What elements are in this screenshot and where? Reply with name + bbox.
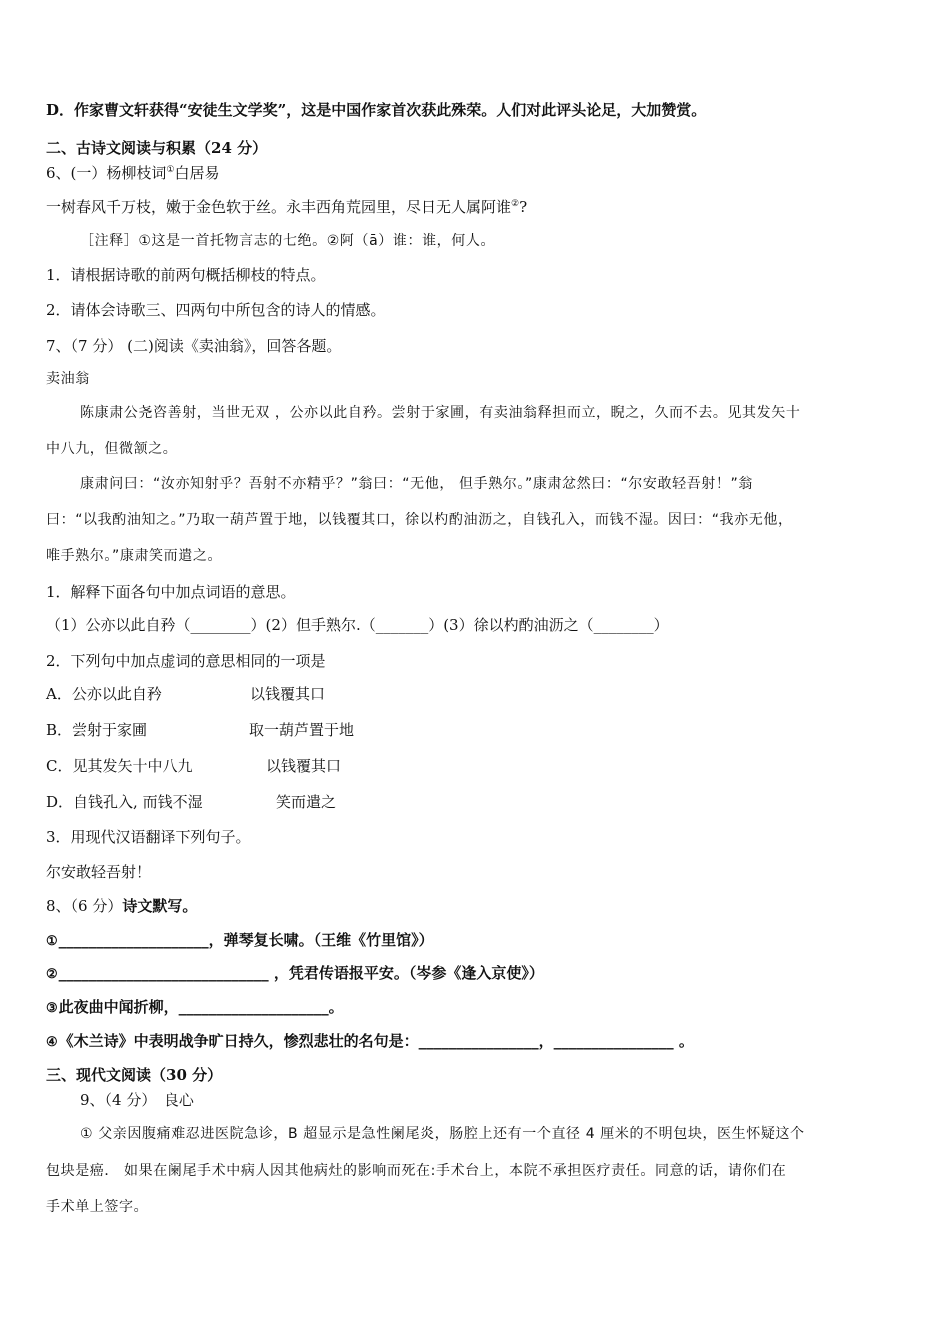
choice-a bbox=[46, 684, 162, 704]
poem-annotation: ［注释］①这是一首托物言志的七绝。②阿（ā）谁：谁，何人。 bbox=[80, 233, 496, 249]
circle-number-1: ① bbox=[46, 934, 58, 949]
choice-a-left: A．公亦以此自矜 bbox=[46, 685, 162, 703]
modern-para-1b: 包块是癌． 如果在阑尾手术中病人因其他病灶的影响而死在:手术台上，本院不承担医疗责任。同意的话，请你们在 bbox=[46, 1163, 787, 1179]
dictation-4-text: 《木兰诗》中表明战争旷日持久，惨烈悲壮的名句是：________________，________________ 。 bbox=[58, 1032, 694, 1050]
passage-para-2c: 唯手熟尔。”康肃笑而遣之。 bbox=[46, 548, 223, 564]
q7-sub-2: 2．下列句中加点虚词的意思相同的一项是 bbox=[46, 652, 326, 670]
q7-sub-1: 1．解释下面各句中加点词语的意思。 bbox=[46, 583, 296, 601]
choice-d-right: 笑而遣之 bbox=[276, 793, 337, 811]
q7-sub-1-blanks: （1）公亦以此自矜（________）(2）但手熟尔.（_______）(3）徐以杓酌油沥之（________） bbox=[46, 616, 669, 634]
poem-body: 一树春风千万枝，嫩于金色软于丝。永丰西角荒园里，尽日无人属阿谁 bbox=[46, 198, 512, 216]
circle-number-4: ④ bbox=[46, 1035, 58, 1050]
passage-para-2a: 康肃问曰：“汝亦知射乎？吾射不亦精乎？”翁曰：“无他， 但手熟尔。”康肃忿然曰：“尔安敢轻吾射！”翁 bbox=[80, 476, 753, 492]
passage-para-2b: 曰：“以我酌油知之。”乃取一葫芦置于地，以钱覆其口，徐以杓酌油沥之，自钱孔入，而钱不湿。因曰：“我亦无他， bbox=[46, 512, 793, 528]
passage-para-1a: 陈康肃公尧咨善射，当世无双 ，公亦以此自矜。尝射于家圃，有卖油翁释担而立，睨之，久而不去。见其发矢十 bbox=[80, 405, 801, 421]
circle-number-2: ② bbox=[46, 967, 58, 982]
q6-sub-2: 2．请体会诗歌三、四两句中所包含的诗人的情感。 bbox=[46, 301, 386, 319]
choice-b-left: B．尝射于家圃 bbox=[46, 721, 148, 739]
question-6-title bbox=[46, 163, 220, 183]
dictation-2-text: ____________________________ ，凭君传语报平安。（岑参《逢入京使》） bbox=[58, 964, 544, 982]
dictation-3-text: 此夜曲中闻折柳，____________________。 bbox=[58, 998, 344, 1016]
choice-c bbox=[46, 756, 192, 776]
passage-para-1b: 中八九，但微颔之。 bbox=[46, 441, 178, 457]
choice-b bbox=[46, 720, 147, 740]
footnote-mark-1: ① bbox=[166, 165, 175, 175]
choice-d bbox=[46, 792, 203, 812]
question-8-title bbox=[46, 896, 197, 916]
poem-author: 白居易 bbox=[174, 164, 220, 182]
option-d-statement: D．作家曹文轩获得“安徒生文学奖”，这是中国作家首次获此殊荣。人们对此评头论足，大加赞赏。 bbox=[46, 101, 707, 119]
modern-para-1a: ① 父亲因腹痛难忍进医院急诊，B 超显示是急性阑尾炎，肠腔上还有一个直径 4 厘米的不明包块，医生怀疑这个 bbox=[80, 1126, 805, 1142]
choice-c-right: 以钱覆其口 bbox=[266, 757, 342, 775]
passage-title: 卖油翁 bbox=[46, 371, 90, 387]
choice-d-left: D．自钱孔入, 而钱不湿 bbox=[46, 793, 203, 811]
question-7-title: 7、（7 分） (二)阅读《卖油翁》，回答各题。 bbox=[46, 337, 342, 355]
choice-b-right: 取一葫芦置于地 bbox=[249, 721, 355, 739]
question-9-title: 9、（4 分） 良心 bbox=[80, 1091, 194, 1109]
dictation-3 bbox=[46, 997, 344, 1019]
footnote-mark-2: ② bbox=[511, 199, 520, 209]
choice-c-left: C．见其发矢十中八九 bbox=[46, 757, 193, 775]
q6-label: 6、(一）杨柳枝词 bbox=[46, 164, 167, 182]
poem-end: ? bbox=[519, 198, 528, 216]
dictation-1-text: ____________________，弹琴复长啸。（王维《竹里馆》） bbox=[58, 931, 434, 949]
modern-para-1c: 手术单上签字。 bbox=[46, 1199, 149, 1215]
circle-number-3: ③ bbox=[46, 1001, 58, 1016]
poem-text bbox=[46, 197, 527, 217]
q8-label: 8、（6 分） bbox=[46, 897, 123, 915]
q7-sub-3: 3．用现代汉语翻译下列句子。 bbox=[46, 828, 251, 846]
q8-instruction: 诗文默写。 bbox=[122, 897, 198, 915]
q6-sub-1: 1．请根据诗歌的前两句概括柳枝的特点。 bbox=[46, 266, 326, 284]
dictation-4 bbox=[46, 1031, 694, 1053]
section-heading-modern: 三、现代文阅读（30 分） bbox=[46, 1066, 223, 1084]
dictation-2 bbox=[46, 963, 544, 985]
choice-a-right: 以钱覆其口 bbox=[250, 685, 326, 703]
section-heading-classical: 二、古诗文阅读与积累（24 分） bbox=[46, 139, 268, 157]
translation-sentence: 尔安敢轻吾射！ bbox=[46, 863, 152, 881]
dictation-1 bbox=[46, 930, 434, 952]
